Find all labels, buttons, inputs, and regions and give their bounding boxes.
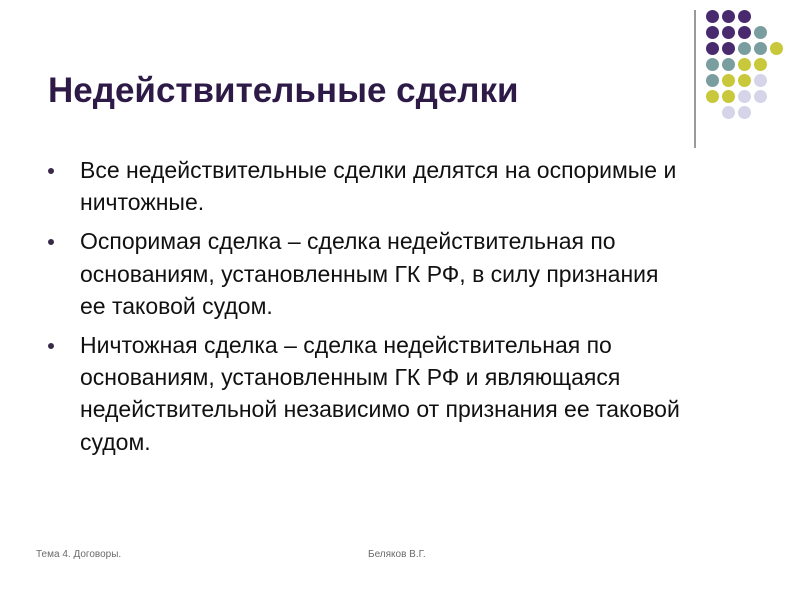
bullet-dot-icon: [48, 343, 54, 349]
decorative-dot: [738, 74, 751, 87]
bullet-item: [44, 225, 684, 322]
decorative-dot: [722, 10, 735, 23]
decorative-dot: [722, 26, 735, 39]
bullet-dot-icon: [48, 168, 54, 174]
decorative-dot: [722, 106, 735, 119]
vertical-divider: [694, 10, 696, 148]
decorative-dot: [706, 74, 719, 87]
bullet-item: [44, 329, 684, 458]
slide-title: Недействительные сделки: [48, 71, 519, 110]
decorative-dot-grid: [706, 10, 786, 130]
decorative-dot: [738, 90, 751, 103]
bullet-text: Ничтожная сделка – сделка недействительная по основаниям, установленным ГК РФ и являющаяся недействительной независимо от признания ее таковой судом.: [80, 331, 680, 455]
bullet-text: Все недействительные сделки делятся на оспоримые и ничтожные.: [80, 157, 677, 216]
decorative-dot: [770, 42, 783, 55]
footer-author: Беляков В.Г.: [368, 549, 426, 560]
decorative-dot: [722, 90, 735, 103]
decorative-dot: [738, 26, 751, 39]
decorative-dot: [754, 90, 767, 103]
decorative-dot: [722, 58, 735, 71]
bullet-dot-icon: [48, 239, 54, 245]
footer-topic: Тема 4. Договоры.: [36, 549, 122, 560]
decorative-dot: [706, 58, 719, 71]
decorative-dot: [706, 10, 719, 23]
bullet-list: [44, 154, 684, 465]
bullet-item: [44, 154, 684, 218]
decorative-dot: [722, 42, 735, 55]
decorative-dot: [706, 42, 719, 55]
decorative-dot: [754, 58, 767, 71]
decorative-dot: [738, 58, 751, 71]
decorative-dot: [754, 26, 767, 39]
decorative-dot: [738, 106, 751, 119]
decorative-dot: [738, 10, 751, 23]
decorative-dot: [706, 90, 719, 103]
decorative-dot: [706, 26, 719, 39]
decorative-dot: [738, 42, 751, 55]
decorative-dot: [754, 42, 767, 55]
bullet-text: Оспоримая сделка – сделка недействительная по основаниям, установленным ГК РФ, в силу признания ее таковой судом.: [80, 228, 659, 319]
decorative-dot: [722, 74, 735, 87]
decorative-dot: [754, 74, 767, 87]
